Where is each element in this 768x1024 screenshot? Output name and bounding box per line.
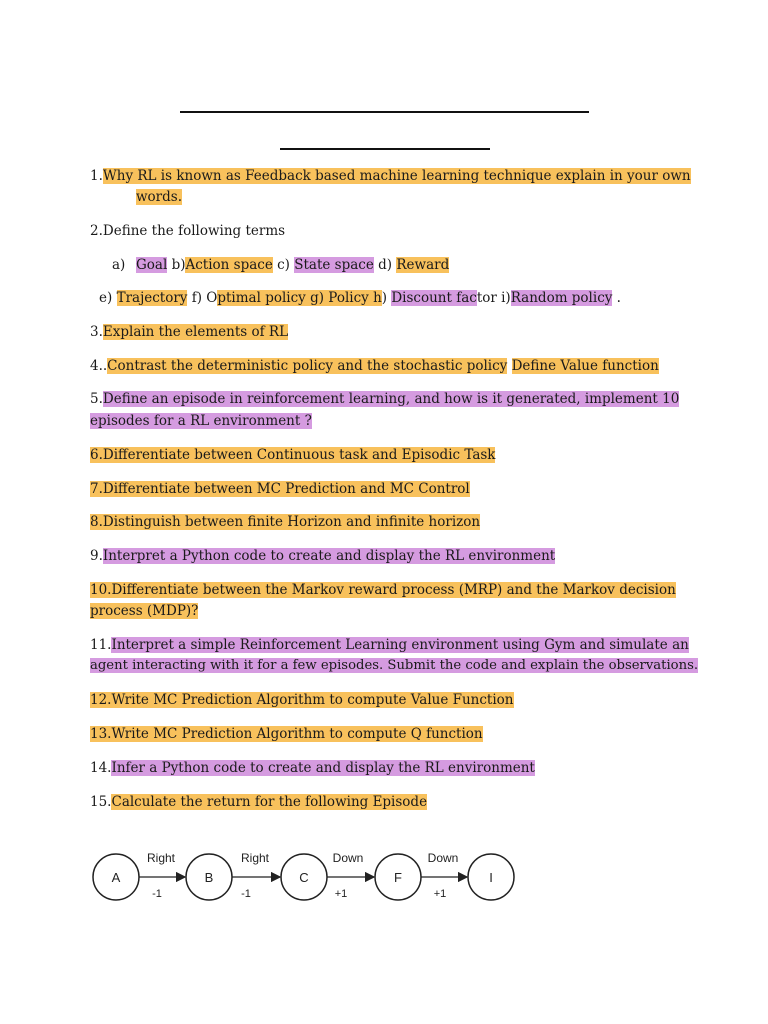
reward-label-2: -1 [241,888,251,900]
state-label-a: A [111,870,121,885]
question-5-text-cont: episodes for a RL environment ? [90,413,312,429]
term-random-policy: Random policy [510,290,613,306]
question-1-number: 1. [90,168,103,184]
question-11-text: Interpret a simple Reinforcement Learning environment using Gym and simulate an [111,637,689,653]
term-discount-factor: Discount fac [391,290,477,306]
term-discount-factor-rest: tor i) [476,290,511,306]
question-11-number: 11. [90,637,112,653]
question-4-text-b: Define Value function [511,358,659,374]
state-node-i [468,854,514,900]
question-10-text: 10.Differentiate between the Markov reward process (MRP) and the Markov decision [90,582,676,598]
question-10-text-cont: process (MDP)? [90,603,199,619]
state-label-i: I [489,870,493,885]
term-state-space: State space [294,257,374,273]
item-label-f: f) O [187,290,218,306]
question-4-text: Contrast the deterministic policy and the stochastic policy [107,358,508,374]
term-goal: Goal [136,257,168,273]
item-label-d: d) [373,257,397,273]
question-7-text: 7.Differentiate between MC Prediction and MC Control [90,481,470,497]
question-8-text: 8.Distinguish between finite Horizon and infinite horizon [90,514,481,530]
state-label-b: B [204,870,214,885]
question-12-text: 12.Write MC Prediction Algorithm to compute Value Function [90,692,514,708]
question-3-text: Explain the elements of RL [102,324,289,340]
question-13-text: 13.Write MC Prediction Algorithm to compute Q function [90,726,483,742]
question-6-text: 6.Differentiate between Continuous task and Episodic Task [90,447,496,463]
question-4-number: 4.. [90,358,108,374]
item-label-e: e) [99,290,117,306]
action-label-1: Right [146,851,176,865]
item-label-a: a) [112,257,126,273]
question-1-text: Why RL is known as Feedback based machine learning technique explain in your own [102,168,691,184]
item-label-h: ) [381,290,392,306]
reward-label-1: -1 [152,888,162,900]
state-node-a [93,854,139,900]
question-14-number: 14. [90,760,112,776]
question-3-number: 3. [90,324,103,340]
action-label-3: Down [332,851,364,865]
state-node-b [186,854,232,900]
state-label-f: F [394,870,402,885]
term-trajectory: Trajectory [116,290,188,306]
state-label-c: C [299,870,309,885]
row-end-dot: . [612,290,621,306]
term-reward: Reward [396,257,450,273]
state-node-f [375,854,421,900]
question-14-text: Infer a Python code to create and display the RL environment [111,760,535,776]
question-9-text: Interpret a Python code to create and display the RL environment [102,548,556,564]
state-node-c [281,854,327,900]
question-9-number: 9. [90,548,103,564]
reward-label-3: +1 [334,888,348,900]
reward-label-4: +1 [433,888,447,900]
term-optimal-policy: ptimal policy g) Policy h [217,290,382,306]
question-5-text: Define an episode in reinforcement learning, and how is it generated, implement 10 [102,391,680,407]
item-label-c: c) [272,257,295,273]
question-5-number: 5. [90,391,103,407]
question-15-number: 15. [90,794,112,810]
question-2-text: 2.Define the following terms [90,223,286,239]
question-15-text: Calculate the return for the following Episode [111,794,428,810]
question-1-text-cont: words. [136,189,182,205]
item-label-b: b) [167,257,186,273]
question-11-text-cont: agent interacting with it for a few episodes. Submit the code and explain the observations. [90,658,699,673]
action-label-4: Down [427,851,459,865]
action-label-2: Right [240,851,270,865]
term-action-space: Action space [185,257,273,273]
